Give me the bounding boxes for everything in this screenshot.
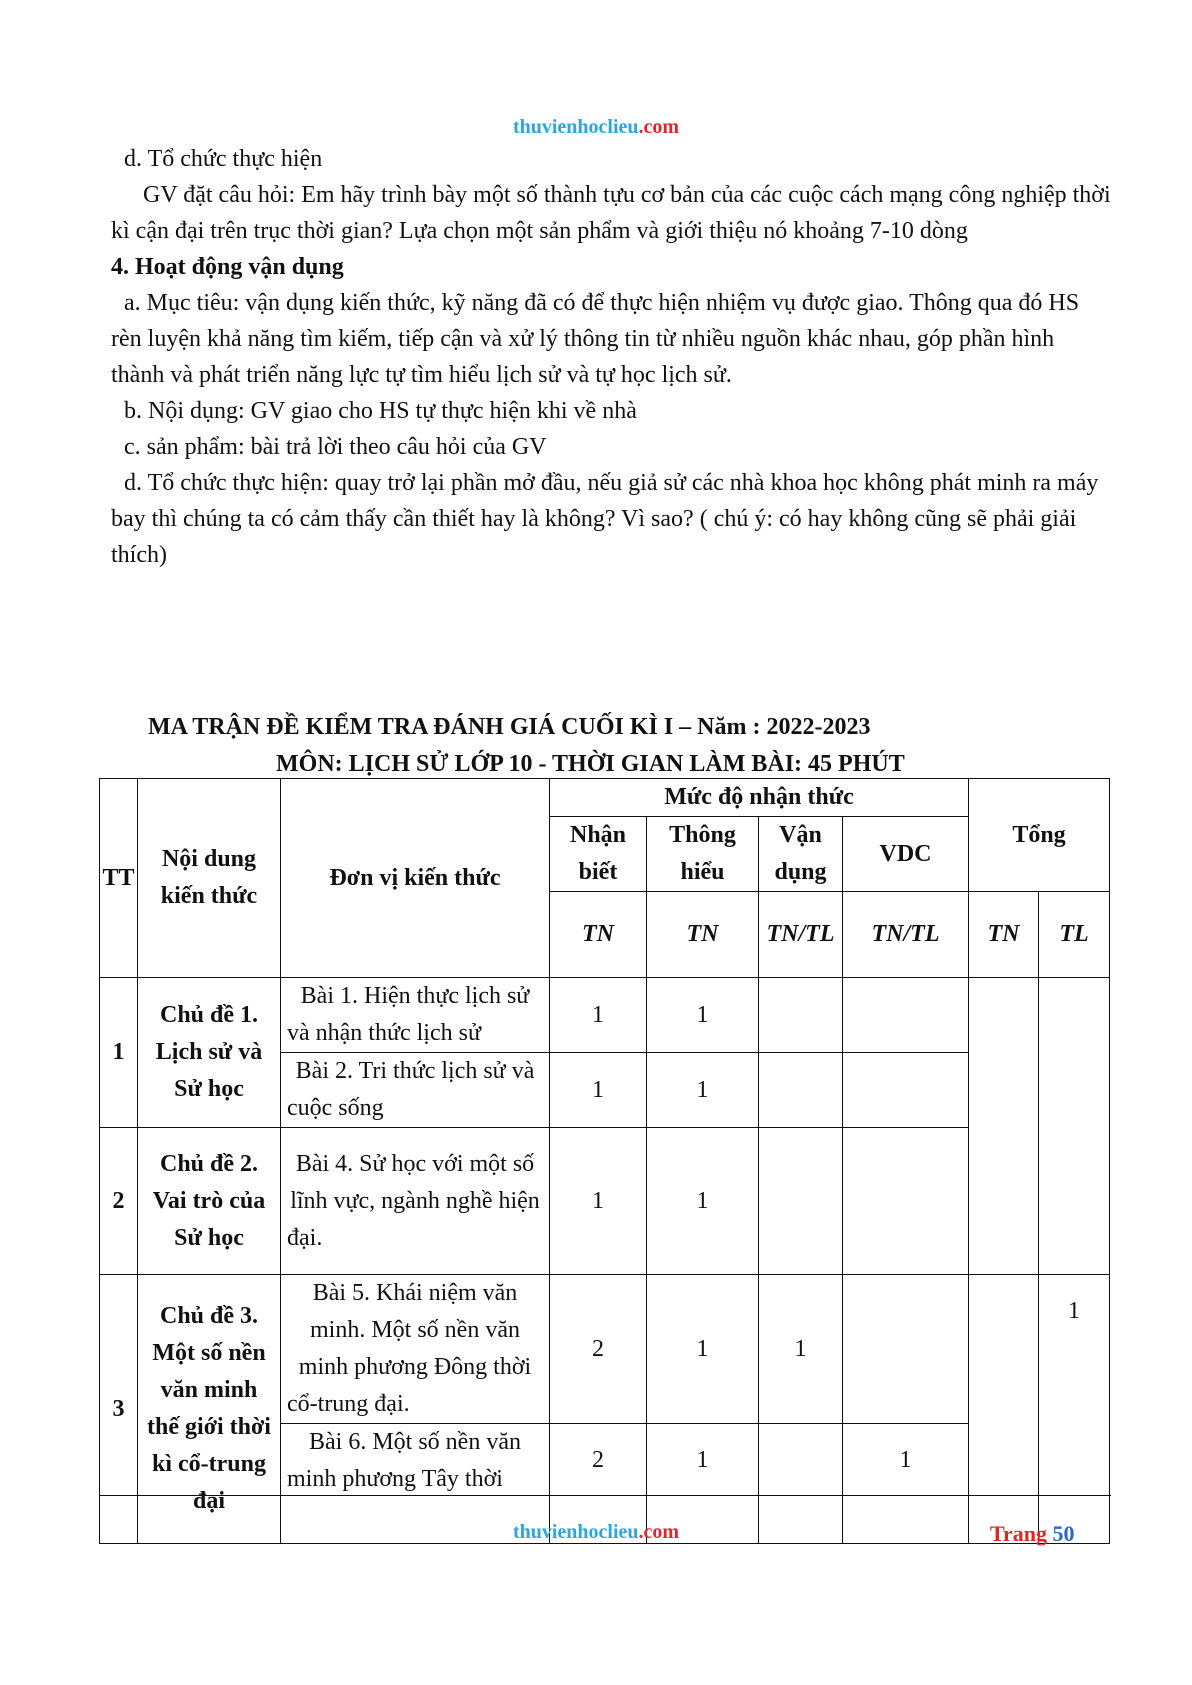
row2-nb: 1: [550, 1053, 647, 1128]
row1-vdc: [843, 978, 969, 1053]
row5-vdc: 1: [843, 1424, 969, 1544]
header-thong-hieu: Thông hiểu: [647, 817, 759, 892]
row2-vdc: [843, 1053, 969, 1128]
row2-unit: Bài 2. Tri thức lịch sử và cuộc sống: [281, 1053, 550, 1128]
group1-tong-tn: [969, 978, 1039, 1275]
row4-vd: 1: [759, 1275, 843, 1424]
body-text: [111, 141, 1111, 573]
header-muc-do: Mức độ nhận thức: [550, 779, 969, 817]
header-tn-nb: TN: [550, 892, 647, 978]
paragraph-question: GV đặt câu hỏi: Em hãy trình bày một số thành tựu cơ bản của các cuộc cách mạng công nghiệp thời kì cận đại trên trục thời gian? Lựa chọn một sản phẩm và giới thiệu nó khoảng 7-10 dòng: [111, 182, 1111, 244]
row3-tt: 2: [100, 1128, 138, 1275]
footer-brand-tld: .com: [638, 1521, 680, 1543]
group3-tong-tn: [969, 1275, 1039, 1544]
row1-topic: Chủ đề 1. Lịch sử và Sử học: [138, 978, 281, 1128]
row3-th: 1: [647, 1128, 759, 1275]
header-tt: TT: [100, 779, 138, 978]
header-tong: Tổng: [969, 779, 1110, 892]
matrix-title-line2: MÔN: LỊCH SỬ LỚP 10 - THỜI GIAN LÀM BÀI: 45 PHÚT: [276, 751, 905, 777]
group1-tong-tl: [1039, 978, 1110, 1275]
row4-unit: Bài 5. Khái niệm văn minh. Một số nền văn minh phương Đông thời cổ-trung đại.: [281, 1275, 550, 1424]
page-value: 50: [1052, 1521, 1075, 1546]
row3-vdc: [843, 1128, 969, 1275]
page-number: [990, 1521, 1075, 1547]
paragraph-implementation: d. Tổ chức thực hiện: quay trở lại phần mở đầu, nếu giả sử các nhà khoa học không phát minh ra máy bay thì chúng ta có cảm thấy cần thiết hay là không? Vì sao? ( chú ý: có hay không cũng sẽ phải giải thích): [111, 470, 1099, 568]
header-tntl-vd: TN/TL: [759, 892, 843, 978]
header-nhan-biet: Nhận biết: [550, 817, 647, 892]
header-tong-tn: TN: [969, 892, 1039, 978]
header-tn-th: TN: [647, 892, 759, 978]
row5-unit: Bài 6. Một số nền văn minh phương Tây thời: [281, 1424, 550, 1544]
paragraph-organize: d. Tổ chức thực hiện: [124, 146, 323, 172]
header-tong-tl: TL: [1039, 892, 1110, 978]
header-vdc: VDC: [843, 817, 969, 892]
row1-vd: [759, 978, 843, 1053]
row3-vd: [759, 1128, 843, 1275]
row4-tt: 3: [100, 1275, 138, 1544]
row2-th: 1: [647, 1053, 759, 1128]
matrix-table-viewport: [99, 778, 1111, 1514]
row1-unit: Bài 1. Hiện thực lịch sử và nhận thức lịch sử: [281, 978, 550, 1053]
page-label: Trang: [990, 1521, 1053, 1546]
row5-tl: 1: [1039, 1275, 1110, 1544]
paragraph-product: c. sản phẩm: bài trả lời theo câu hỏi của GV: [124, 434, 547, 460]
header-van-dung: Vận dụng: [759, 817, 843, 892]
section-heading: 4. Hoạt động vận dụng: [111, 254, 344, 280]
row1-nb: 1: [550, 978, 647, 1053]
row3-nb: 1: [550, 1128, 647, 1275]
header-don-vi: Đơn vị kiến thức: [281, 779, 550, 978]
row1-th: 1: [647, 978, 759, 1053]
header-noi-dung: Nội dung kiến thức: [138, 779, 281, 978]
matrix-table: [99, 778, 1110, 1544]
row3-unit: Bài 4. Sử học với một số lĩnh vực, ngành nghề hiện đại.: [281, 1128, 550, 1275]
footer-brand-main: thuvienhoclieu: [512, 1521, 639, 1543]
header-tntl-vdc: TN/TL: [843, 892, 969, 978]
row4-topic: Chủ đề 3. Một số nền văn minh thế giới thời kì cổ-trung đại: [138, 1275, 281, 1544]
row4-th: 1: [647, 1275, 759, 1424]
row5-th: 1: [647, 1424, 759, 1544]
row4-nb: 2: [550, 1275, 647, 1424]
paragraph-objective: a. Mục tiêu: vận dụng kiến thức, kỹ năng đã có để thực hiện nhiệm vụ được giao. Thông qua đó HS rèn luyện khả năng tìm kiếm, tiếp cận và xử lý thông tin từ nhiều nguồn khác nhau, góp phần hình thành và phát triển năng lực tự tìm hiểu lịch sử và tự học lịch sử.: [111, 290, 1080, 388]
row5-nb: 2: [550, 1424, 647, 1544]
matrix-title-line1: MA TRẬN ĐỀ KIỂM TRA ĐÁNH GIÁ CUỐI KÌ I – Năm : 2022-2023: [148, 714, 871, 740]
row1-tt: 1: [100, 978, 138, 1128]
row2-vd: [759, 1053, 843, 1128]
brand-main: thuvienhoclieu: [512, 116, 639, 138]
header-brand: [0, 116, 1192, 139]
row3-topic: Chủ đề 2. Vai trò của Sử học: [138, 1128, 281, 1275]
table-bottom-edge: [99, 1495, 1111, 1496]
row4-vdc: [843, 1275, 969, 1424]
paragraph-content: b. Nội dụng: GV giao cho HS tự thực hiện khi về nhà: [124, 398, 637, 424]
brand-tld: .com: [638, 116, 680, 138]
